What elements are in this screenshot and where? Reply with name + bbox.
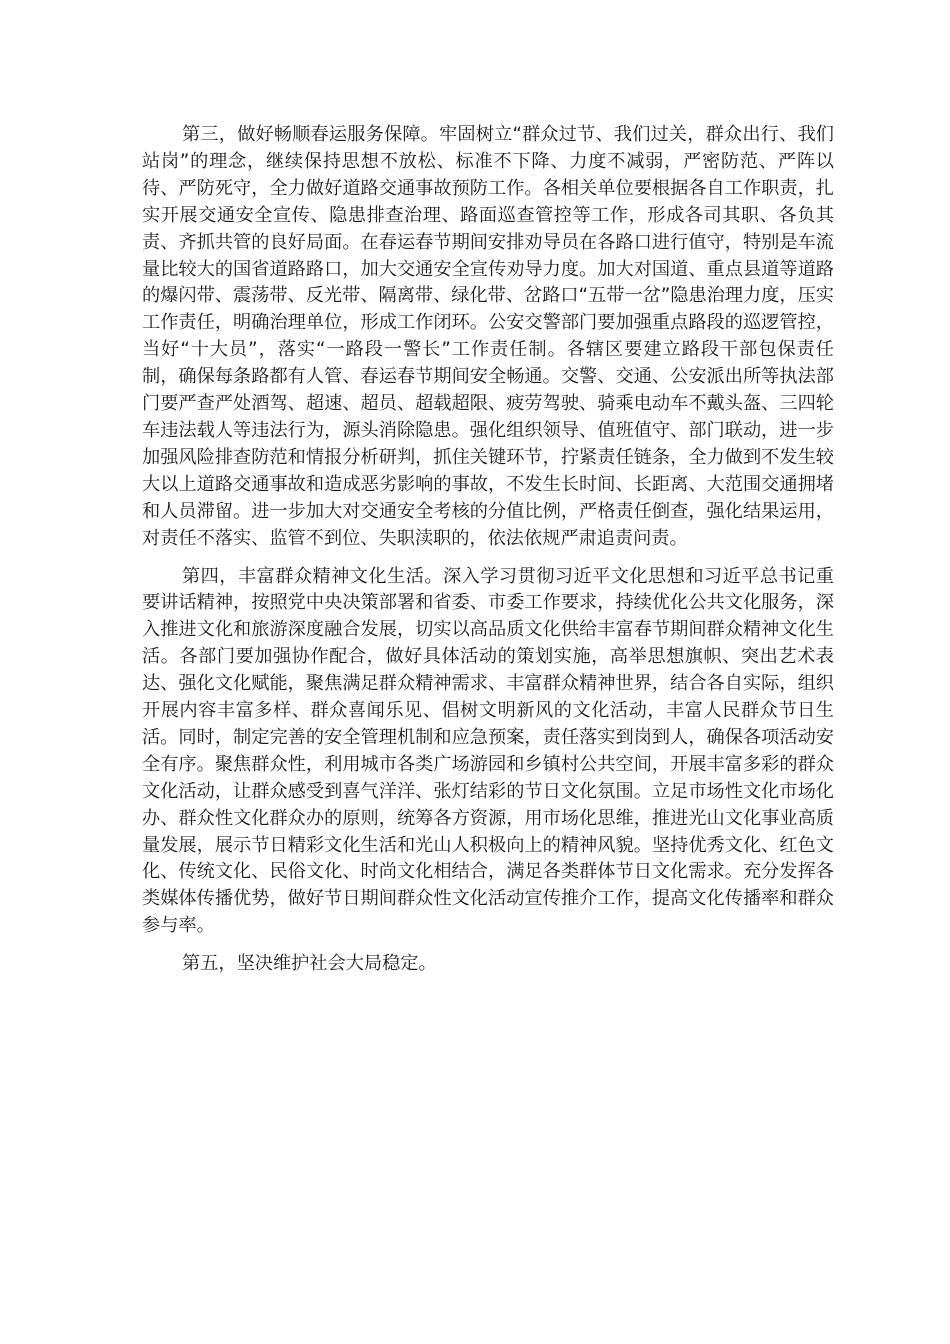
paragraph-fourth-item: 第四，丰富群众精神文化生活。深入学习贯彻习近平文化思想和习近平总书记重要讲话精神，按照党中央决策部署和省委、市委工作要求，持续优化公共文化服务，深入推进文化和旅游深度融合发展，切实以高品质文化供给丰富春节期间群众精神文化生活。各部门要加强协作配合，做好具体活动的策划实施，高举思想旗帜、突出艺术表达、强化文化赋能，聚焦满足群众精神需求、丰富群众精神世界，结合各自实际，组织开展内容丰富多样、群众喜闻乐见、倡树文明新风的文化活动，丰富人民群众节日生活。同时，制定完善的安全管理机制和应急预案，责任落实到岗到人，确保各项活动安全有序。聚焦群众性，利用城市各类广场游园和乡镇村公共空间，开展丰富多彩的群众文化活动，让群众感受到喜气洋洋、张灯结彩的节日文化氛围。立足市场性文化市场化办、群众性文化群众办的原则，统筹各方资源，用市场化思维，推进光山文化事业高质量发展，展示节日精彩文化生活和光山人积极向上的精神风貌。坚持优秀文化、红色文化、传统文化、民俗文化、时尚文化相结合，满足各类群体节日文化需求。充分发挥各类媒体传播优势，做好节日期间群众性文化活动宣传推介工作，提高文化传播率和群众参与率。 [142, 565, 834, 937]
paragraph-third-item: 第三，做好畅顺春运服务保障。牢固树立“群众过节、我们过关，群众出行、我们站岗”的理念，继续保持思想不放松、标准不下降、力度不减弱，严密防范、严阵以待、严防死守，全力做好道路交通事故预防工作。各相关单位要根据各自工作职责，扎实开展交通安全宣传、隐患排查治理、路面巡查管控等工作，形成各司其职、各负其责、齐抓共管的良好局面。在春运春节期间安排劝导员在各路口进行值守，特别是车流量比较大的国省道路路口，加大交通安全宣传劝导力度。加大对国道、重点县道等道路的爆闪带、震荡带、反光带、隔离带、绿化带、岔路口“五带一岔”隐患治理力度，压实工作责任，明确治理单位，形成工作闭环。公安交警部门要加强重点路段的巡逻管控，当好“十大员”，落实“一路段一警长”工作责任制。各辖区要建立路段干部包保责任制，确保每条路都有人管、春运春节期间安全畅通。交警、交通、公安派出所等执法部门要严查严处酒驾、超速、超员、超载超限、疲劳驾驶、骑乘电动车不戴头盔、三四轮车违法载人等违法行为，源头消除隐患。强化组织领导、值班值守、部门联动，进一步加强风险排查防范和情报分析研判，抓住关键环节，拧紧责任链条，全力做到不发生较大以上道路交通事故和造成恶劣影响的事故，不发生长时间、长距离、大范围交通拥堵和人员滞留。进一步加大对交通安全考核的分值比例，严格责任倒查，强化结果运用，对责任不落实、监管不到位、失职渎职的，依法依规严肃追责问责。 [142, 124, 834, 549]
document-page [142, 122, 834, 989]
paragraph-fifth-item: 第五，坚决维护社会大局稳定。 [182, 953, 437, 975]
